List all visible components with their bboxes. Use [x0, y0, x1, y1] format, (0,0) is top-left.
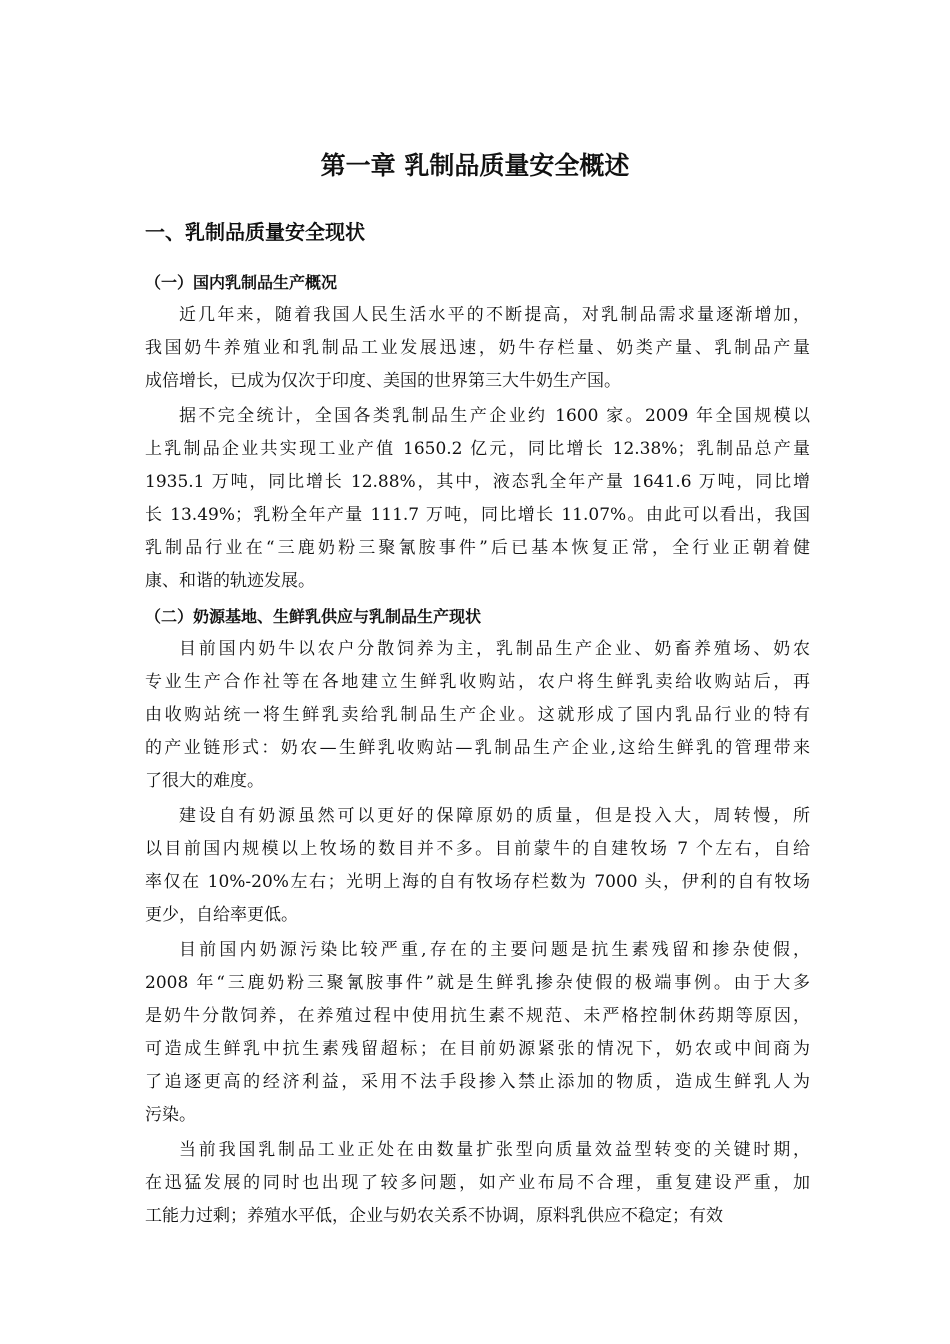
paragraph-line: 长 13.49%；乳粉全年产量 111.7 万吨，同比增长 11.07%。由此可以看出，我国 [145, 505, 810, 525]
section-title: 一、乳制品质量安全现状 [145, 220, 365, 244]
paragraph-line: 近几年来，随着我国人民生活水平的不断提高，对乳制品需求量逐渐增加， [179, 305, 810, 325]
paragraph-line: 建设自有奶源虽然可以更好的保障原奶的质量，但是投入大，周转慢，所 [179, 806, 810, 826]
paragraph-line: 的产业链形式：奶农—生鲜乳收购站—乳制品生产企业,这给生鲜乳的管理带来 [145, 738, 810, 758]
subsection-title: （一）国内乳制品生产概况 [145, 273, 338, 292]
paragraph-line: 上乳制品企业共实现工业产值 1650.2 亿元，同比增长 12.38%；乳制品总产量 [145, 439, 810, 459]
paragraph-line: 是奶牛分散饲养，在养殖过程中使用抗生素不规范、未严格控制休药期等原因， [145, 1006, 810, 1026]
paragraph-line: 专业生产合作社等在各地建立生鲜乳收购站，农户将生鲜乳卖给收购站后，再 [145, 672, 810, 692]
paragraph-line: 了很大的难度。 [145, 771, 264, 791]
paragraph-line: 了追逐更高的经济利益，采用不法手段掺入禁止添加的物质，造成生鲜乳人为 [145, 1072, 810, 1092]
paragraph-line: 污染。 [145, 1105, 196, 1125]
paragraph [145, 934, 810, 1132]
document-body [145, 266, 810, 1235]
paragraph-line: 以目前国内规模以上牧场的数目并不多。目前蒙牛的自建牧场 7 个左右，自给 [145, 839, 810, 859]
paragraph-line: 由收购站统一将生鲜乳卖给乳制品生产企业。这就形成了国内乳品行业的特有 [145, 705, 810, 725]
paragraph [145, 400, 810, 598]
paragraph-line: 目前国内奶源污染比较严重,存在的主要问题是抗生素残留和掺杂使假， [179, 940, 810, 960]
paragraph-line: 乳制品行业在“三鹿奶粉三聚氰胺事件”后已基本恢复正常，全行业正朝着健 [145, 538, 810, 558]
paragraph-line: 在迅猛发展的同时也出现了较多问题，如产业布局不合理，重复建设严重，加 [145, 1173, 810, 1193]
paragraph-line: 可造成生鲜乳中抗生素残留超标；在目前奶源紧张的情况下，奶农或中间商为 [145, 1039, 810, 1059]
paragraph-line: 工能力过剩；养殖水平低，企业与奶农关系不协调，原料乳供应不稳定；有效 [145, 1206, 723, 1226]
paragraph-line: 据不完全统计，全国各类乳制品生产企业约 1600 家。2009 年全国规模以 [179, 406, 810, 426]
paragraph-line: 当前我国乳制品工业正处在由数量扩张型向质量效益型转变的关键时期， [179, 1140, 810, 1160]
chapter-title: 第一章 乳制品质量安全概述 [320, 151, 630, 180]
paragraph-line: 成倍增长，已成为仅次于印度、美国的世界第三大牛奶生产国。 [145, 371, 621, 391]
paragraph-line: 我国奶牛养殖业和乳制品工业发展迅速，奶牛存栏量、奶类产量、乳制品产量 [145, 338, 810, 358]
paragraph [145, 1134, 810, 1233]
subsection-title: （二）奶源基地、生鲜乳供应与乳制品生产现状 [145, 607, 482, 626]
paragraph-line: 1935.1 万吨，同比增长 12.88%，其中，液态乳全年产量 1641.6 万吨，同比增 [145, 472, 810, 492]
paragraph-line: 更少，自给率更低。 [145, 905, 298, 925]
paragraph [145, 299, 810, 398]
paragraph [145, 800, 810, 932]
paragraph-line: 2008 年“三鹿奶粉三聚氰胺事件”就是生鲜乳掺杂使假的极端事例。由于大多 [145, 973, 810, 993]
paragraph-line: 康、和谐的轨迹发展。 [145, 571, 315, 591]
paragraph [145, 633, 810, 798]
paragraph-line: 率仅在 10%-20%左右；光明上海的自有牧场存栏数为 7000 头，伊利的自有牧场 [145, 872, 810, 892]
paragraph-line: 目前国内奶牛以农户分散饲养为主，乳制品生产企业、奶畜养殖场、奶农 [179, 639, 810, 659]
